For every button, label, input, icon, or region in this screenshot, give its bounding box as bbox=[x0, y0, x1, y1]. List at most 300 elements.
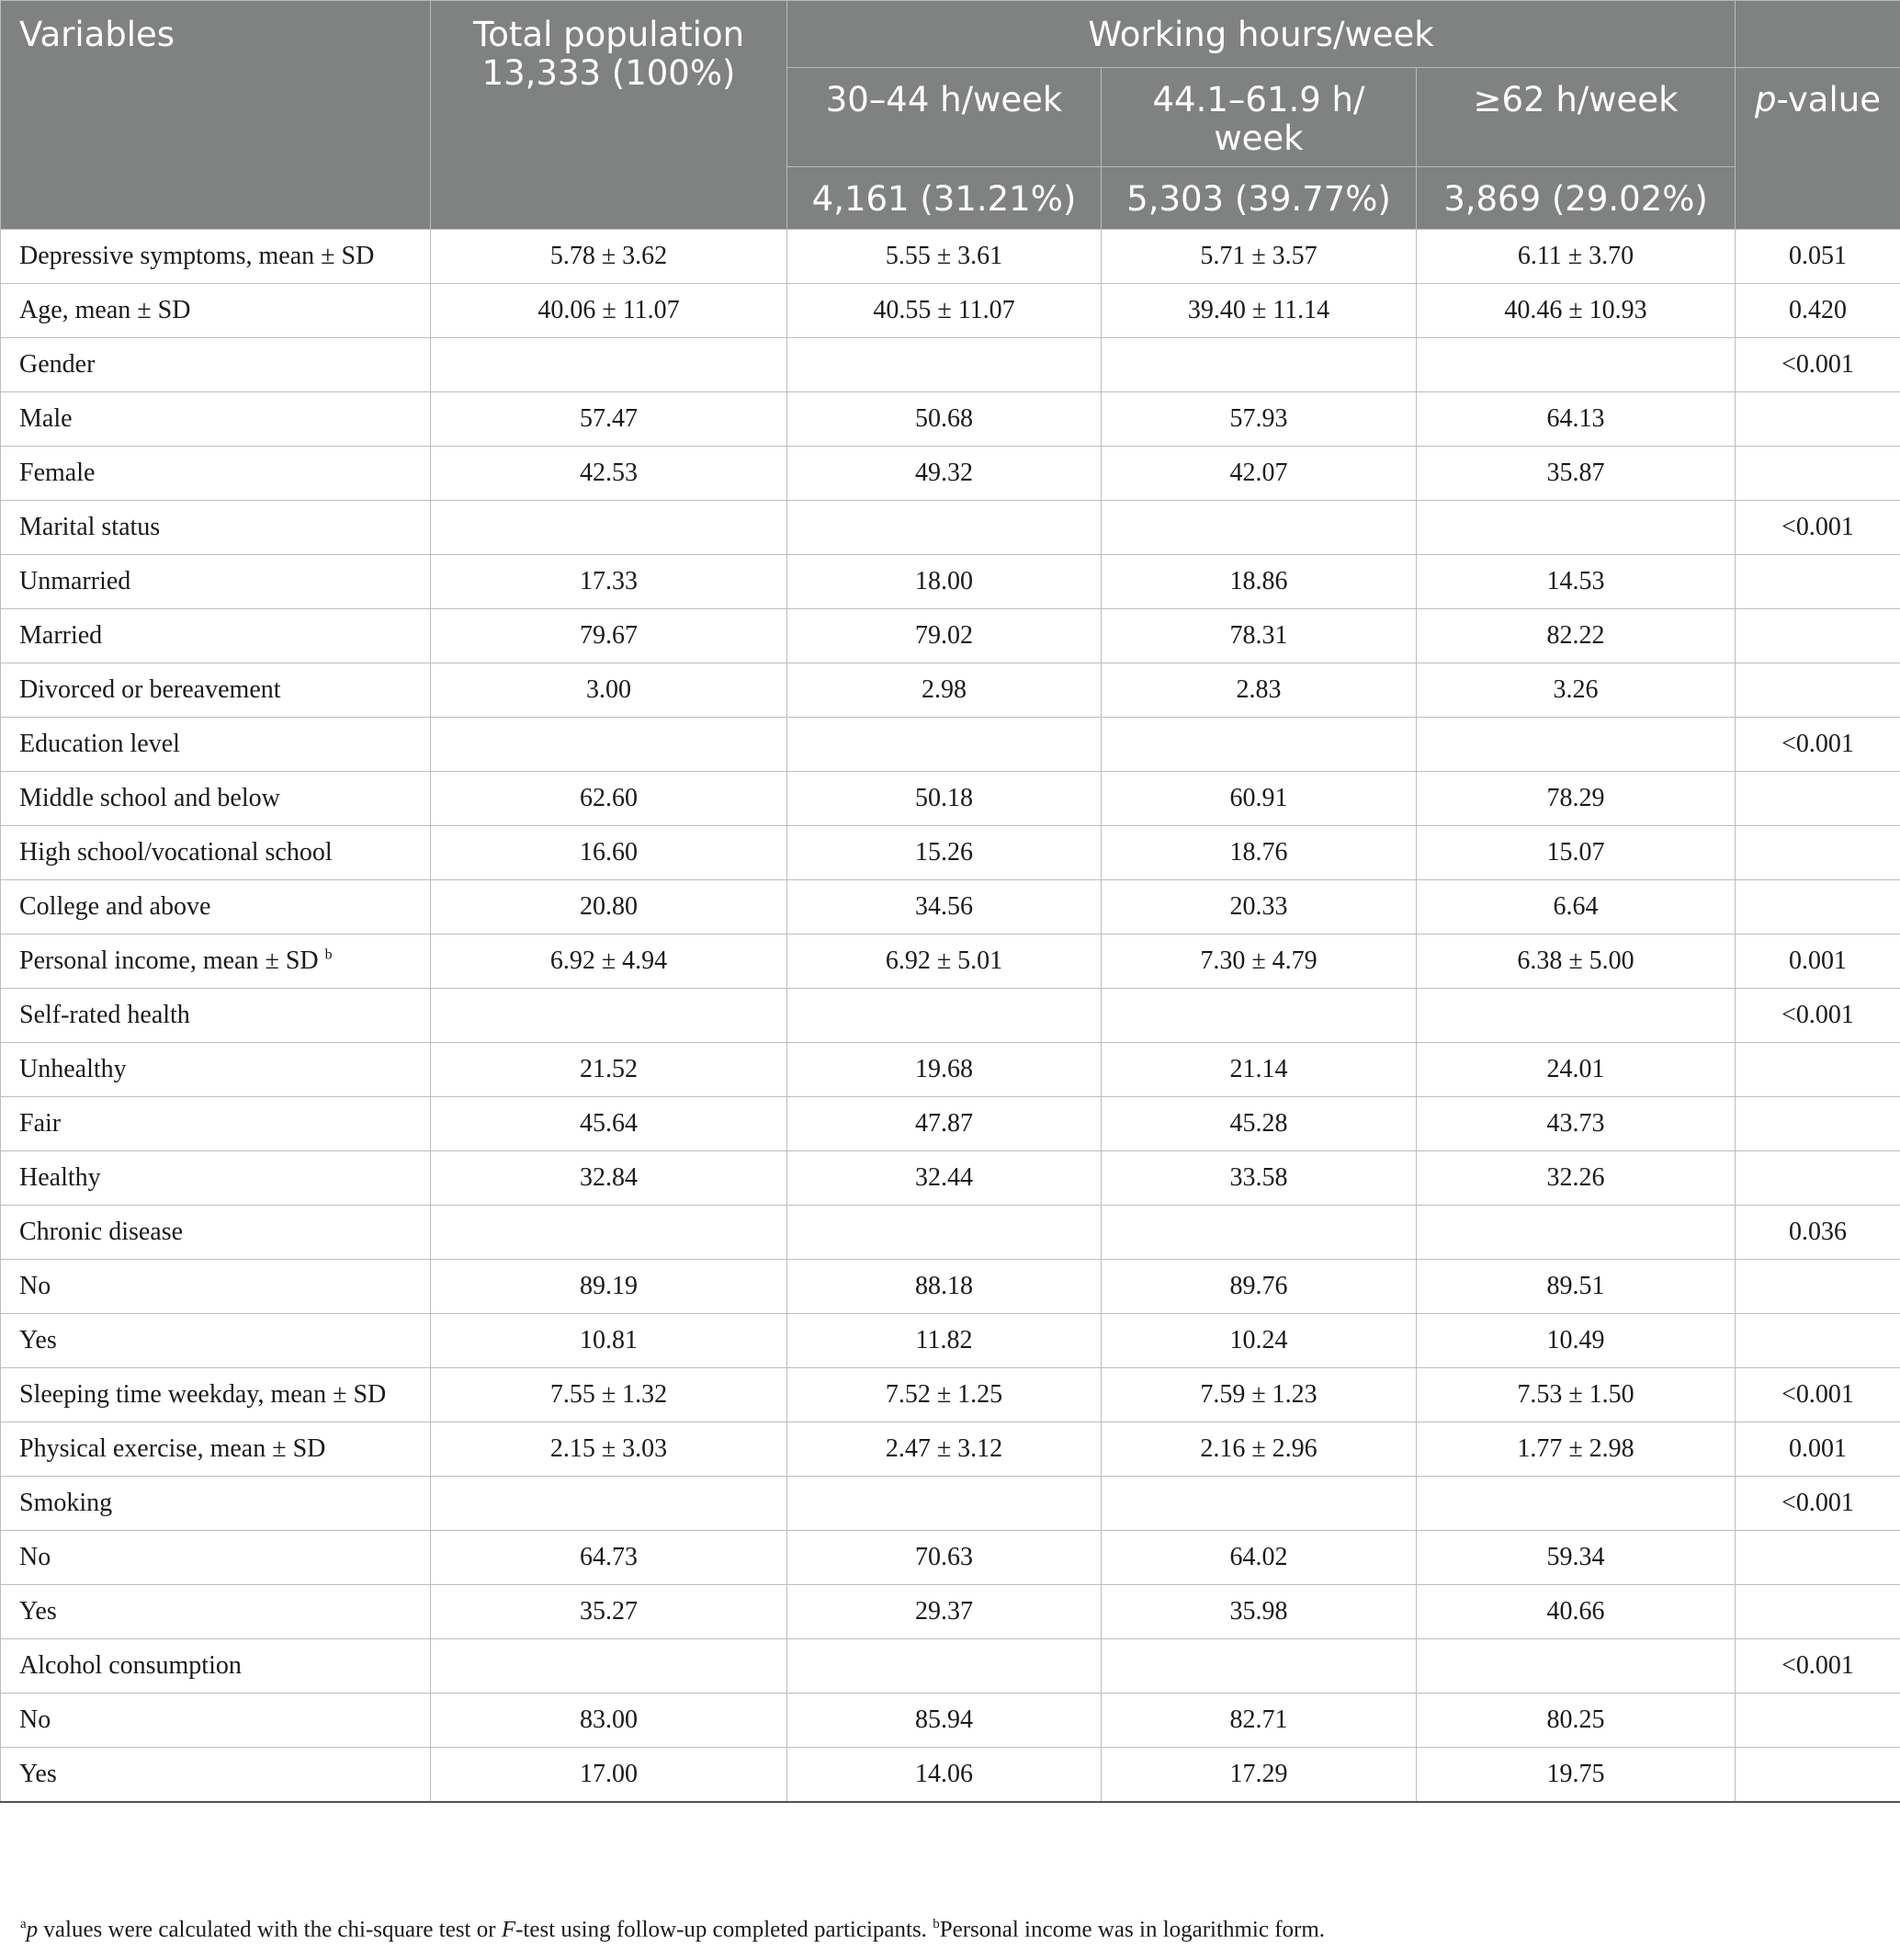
cell-g1-text: 49.32 bbox=[915, 459, 973, 487]
cell-g2-text: 35.98 bbox=[1229, 1597, 1288, 1626]
cell-var-text: Education level bbox=[19, 730, 180, 758]
cell-var bbox=[1, 1422, 431, 1477]
cell-var-text: Yes bbox=[19, 1326, 57, 1354]
cell-g2-text: 2.16 ± 2.96 bbox=[1200, 1434, 1318, 1463]
cell-total bbox=[431, 1043, 787, 1097]
table-row bbox=[1, 1477, 1900, 1531]
cell-var bbox=[1, 392, 431, 447]
cell-var bbox=[1, 1314, 431, 1368]
cell-g3 bbox=[1417, 1206, 1736, 1260]
cell-g1 bbox=[787, 1748, 1102, 1802]
cell-g2 bbox=[1102, 1748, 1417, 1802]
cell-g2 bbox=[1102, 1531, 1417, 1585]
cell-g3 bbox=[1417, 1260, 1736, 1314]
cell-var-text: Middle school and below bbox=[19, 784, 280, 812]
cell-g3 bbox=[1417, 1639, 1736, 1694]
cell-total-text: 3.00 bbox=[586, 675, 631, 704]
cell-p-text: <0.001 bbox=[1781, 1651, 1854, 1680]
cell-g3-text: 89.51 bbox=[1546, 1272, 1605, 1300]
cell-g3-text: 7.53 ± 1.50 bbox=[1517, 1380, 1634, 1409]
cell-var bbox=[1, 935, 431, 989]
cell-p bbox=[1736, 1531, 1900, 1585]
table-row bbox=[1, 718, 1900, 772]
cell-p-text: <0.001 bbox=[1781, 1001, 1854, 1029]
cell-g1 bbox=[787, 826, 1102, 880]
cell-g2-text: 18.76 bbox=[1229, 838, 1288, 867]
cell-g3-text: 6.11 ± 3.70 bbox=[1517, 242, 1634, 270]
cell-g2 bbox=[1102, 447, 1417, 501]
cell-g2 bbox=[1102, 880, 1417, 935]
cell-total-text: 17.33 bbox=[580, 567, 638, 595]
cell-g1 bbox=[787, 663, 1102, 718]
cell-g1 bbox=[787, 772, 1102, 826]
cell-g1 bbox=[787, 1368, 1102, 1422]
header-variables: Variables bbox=[1, 1, 431, 230]
cell-p bbox=[1736, 1368, 1900, 1422]
cell-p-text: <0.001 bbox=[1781, 1489, 1854, 1517]
cell-var-text: Personal income, mean ± SD bbox=[19, 946, 319, 975]
cell-total bbox=[431, 555, 787, 609]
pvalue-rest: -value bbox=[1776, 80, 1881, 119]
cell-g1 bbox=[787, 501, 1102, 555]
cell-total bbox=[431, 826, 787, 880]
header-group1-label: 30–44 h/week bbox=[787, 68, 1102, 167]
cell-g3 bbox=[1417, 772, 1736, 826]
cell-g3 bbox=[1417, 1151, 1736, 1206]
footnote-text3: Personal income was in logarithmic form. bbox=[939, 1917, 1326, 1943]
cell-var-text: Self-rated health bbox=[19, 1001, 190, 1029]
cell-var bbox=[1, 1694, 431, 1748]
cell-p bbox=[1736, 935, 1900, 989]
cell-g2-text: 21.14 bbox=[1229, 1055, 1288, 1083]
cell-p bbox=[1736, 1151, 1900, 1206]
cell-g1-text: 6.92 ± 5.01 bbox=[885, 946, 1003, 975]
cell-var-text: Marital status bbox=[19, 513, 161, 541]
cell-g1 bbox=[787, 1043, 1102, 1097]
cell-total-text: 21.52 bbox=[580, 1055, 638, 1083]
table-row bbox=[1, 772, 1900, 826]
cell-var bbox=[1, 284, 431, 338]
cell-p-text: <0.001 bbox=[1781, 350, 1854, 379]
cell-total bbox=[431, 1531, 787, 1585]
cell-p bbox=[1736, 1206, 1900, 1260]
footnote-sup-b: b bbox=[933, 1917, 940, 1932]
cell-g2 bbox=[1102, 501, 1417, 555]
cell-g1 bbox=[787, 392, 1102, 447]
cell-var bbox=[1, 989, 431, 1043]
cell-var-text: High school/vocational school bbox=[19, 838, 333, 867]
cell-g1 bbox=[787, 338, 1102, 392]
cell-var bbox=[1, 1639, 431, 1694]
cell-p bbox=[1736, 826, 1900, 880]
cell-total bbox=[431, 663, 787, 718]
cell-var bbox=[1, 338, 431, 392]
cell-g2-text: 5.71 ± 3.57 bbox=[1200, 242, 1318, 270]
cell-g2 bbox=[1102, 1422, 1417, 1477]
cell-g1-text: 18.00 bbox=[915, 567, 973, 595]
cell-var-text: Gender bbox=[19, 350, 96, 379]
cell-var-text: No bbox=[19, 1272, 51, 1300]
cell-g2 bbox=[1102, 1151, 1417, 1206]
cell-g3-text: 14.53 bbox=[1546, 567, 1605, 595]
cell-g2 bbox=[1102, 1097, 1417, 1151]
header-group1-n: 4,161 (31.21%) bbox=[787, 167, 1102, 230]
cell-total-text: 6.92 ± 4.94 bbox=[549, 946, 668, 975]
table-row bbox=[1, 1639, 1900, 1694]
cell-g2 bbox=[1102, 1260, 1417, 1314]
cell-total bbox=[431, 1097, 787, 1151]
cell-p bbox=[1736, 501, 1900, 555]
cell-g2 bbox=[1102, 989, 1417, 1043]
cell-g2-text: 60.91 bbox=[1229, 784, 1288, 812]
cell-g3 bbox=[1417, 230, 1736, 284]
cell-g3 bbox=[1417, 1422, 1736, 1477]
cell-g1 bbox=[787, 1097, 1102, 1151]
footnote-text1: values were calculated with the chi-square test or bbox=[38, 1917, 502, 1943]
header-total-line2: 13,333 (100%) bbox=[481, 53, 736, 93]
table-row bbox=[1, 284, 1900, 338]
cell-g2-text: 7.59 ± 1.23 bbox=[1200, 1380, 1318, 1409]
cell-g2-text: 20.33 bbox=[1229, 892, 1288, 921]
cell-g1-text: 50.68 bbox=[915, 404, 973, 433]
cell-g1-text: 29.37 bbox=[915, 1597, 973, 1626]
cell-var bbox=[1, 718, 431, 772]
cell-g2 bbox=[1102, 284, 1417, 338]
cell-g2-text: 2.83 bbox=[1236, 675, 1282, 704]
cell-p-text: 0.036 bbox=[1789, 1218, 1848, 1246]
cell-g3 bbox=[1417, 1368, 1736, 1422]
cell-var bbox=[1, 826, 431, 880]
cell-g1 bbox=[787, 1260, 1102, 1314]
cell-p bbox=[1736, 1639, 1900, 1694]
cell-g2-text: 10.24 bbox=[1229, 1326, 1288, 1354]
cell-var bbox=[1, 555, 431, 609]
cell-g3 bbox=[1417, 447, 1736, 501]
cell-p-text: 0.420 bbox=[1789, 296, 1848, 324]
cell-g1 bbox=[787, 880, 1102, 935]
cell-g2 bbox=[1102, 772, 1417, 826]
cell-g1-text: 70.63 bbox=[915, 1543, 973, 1571]
footnote-sup-a: a bbox=[20, 1917, 27, 1932]
cell-g3-text: 35.87 bbox=[1546, 459, 1605, 487]
table-row bbox=[1, 826, 1900, 880]
cell-g2-text: 42.07 bbox=[1229, 459, 1288, 487]
cell-g3-text: 6.38 ± 5.00 bbox=[1517, 946, 1634, 975]
cell-g3-text: 10.49 bbox=[1546, 1326, 1605, 1354]
cell-g1 bbox=[787, 1694, 1102, 1748]
footnote-p: p bbox=[26, 1917, 39, 1943]
cell-g1 bbox=[787, 935, 1102, 989]
cell-g3-text: 24.01 bbox=[1546, 1055, 1605, 1083]
cell-var-text: No bbox=[19, 1543, 51, 1571]
cell-total bbox=[431, 989, 787, 1043]
cell-var-text: College and above bbox=[19, 892, 211, 921]
cell-total-text: 45.64 bbox=[580, 1109, 638, 1138]
cell-total bbox=[431, 880, 787, 935]
cell-total-text: 42.53 bbox=[580, 459, 638, 487]
cell-var-text: Healthy bbox=[19, 1163, 101, 1192]
cell-g1 bbox=[787, 1639, 1102, 1694]
cell-var-text: Unmarried bbox=[19, 567, 131, 595]
cell-p-text: <0.001 bbox=[1781, 1380, 1854, 1409]
cell-g3 bbox=[1417, 392, 1736, 447]
table-footnote bbox=[20, 1917, 1885, 1943]
cell-g2-text: 64.02 bbox=[1229, 1543, 1288, 1571]
cell-p bbox=[1736, 392, 1900, 447]
table-row bbox=[1, 1097, 1900, 1151]
cell-var bbox=[1, 1097, 431, 1151]
cell-g3 bbox=[1417, 1748, 1736, 1802]
table-row bbox=[1, 609, 1900, 663]
header-group3-n: 3,869 (29.02%) bbox=[1417, 167, 1736, 230]
cell-g3 bbox=[1417, 1585, 1736, 1639]
cell-var-text: Chronic disease bbox=[19, 1218, 184, 1246]
cell-total bbox=[431, 1639, 787, 1694]
table-row bbox=[1, 1748, 1900, 1802]
cell-total bbox=[431, 1206, 787, 1260]
cell-total bbox=[431, 1422, 787, 1477]
cell-g3 bbox=[1417, 609, 1736, 663]
table-row bbox=[1, 1585, 1900, 1639]
cell-g2-text: 39.40 ± 11.14 bbox=[1187, 296, 1330, 324]
cell-p bbox=[1736, 338, 1900, 392]
cell-total bbox=[431, 609, 787, 663]
cell-g1 bbox=[787, 1477, 1102, 1531]
table-row bbox=[1, 338, 1900, 392]
header-total-line1: Total population bbox=[472, 15, 745, 54]
table-header bbox=[1, 1, 1900, 230]
cell-var bbox=[1, 1151, 431, 1206]
cell-total-text: 17.00 bbox=[580, 1759, 638, 1788]
cell-g1-text: 2.47 ± 3.12 bbox=[885, 1434, 1003, 1463]
cell-total bbox=[431, 1314, 787, 1368]
cell-var bbox=[1, 447, 431, 501]
cell-var-text: Yes bbox=[19, 1759, 57, 1788]
table-row bbox=[1, 392, 1900, 447]
cell-g3-text: 40.66 bbox=[1546, 1597, 1605, 1626]
cell-total bbox=[431, 1748, 787, 1802]
header-group3-label: ≥62 h/week bbox=[1417, 68, 1736, 167]
cell-g2 bbox=[1102, 826, 1417, 880]
cell-var bbox=[1, 1531, 431, 1585]
cell-g1-text: 15.26 bbox=[915, 838, 973, 867]
cell-var-text: Sleeping time weekday, mean ± SD bbox=[19, 1380, 387, 1409]
cell-g3 bbox=[1417, 555, 1736, 609]
cell-g1-text: 40.55 ± 11.07 bbox=[873, 296, 1015, 324]
cell-g2 bbox=[1102, 609, 1417, 663]
cell-var bbox=[1, 501, 431, 555]
cell-var bbox=[1, 1585, 431, 1639]
table-row bbox=[1, 501, 1900, 555]
cell-g1-text: 32.44 bbox=[915, 1163, 973, 1192]
cell-g3-text: 1.77 ± 2.98 bbox=[1517, 1434, 1634, 1463]
cell-g2 bbox=[1102, 1477, 1417, 1531]
cell-g1 bbox=[787, 1151, 1102, 1206]
cell-var bbox=[1, 663, 431, 718]
cell-g2-text: 7.30 ± 4.79 bbox=[1200, 946, 1318, 975]
cell-g2-text: 17.29 bbox=[1229, 1759, 1288, 1788]
cell-p-text: 0.001 bbox=[1789, 1434, 1848, 1463]
cell-var-text: Physical exercise, mean ± SD bbox=[19, 1434, 326, 1463]
cell-var-text: Smoking bbox=[19, 1489, 113, 1517]
cell-g3-text: 19.75 bbox=[1546, 1759, 1605, 1788]
cell-total-text: 62.60 bbox=[580, 784, 638, 812]
cell-p bbox=[1736, 609, 1900, 663]
table-row bbox=[1, 1422, 1900, 1477]
footnote-f: F bbox=[501, 1917, 516, 1943]
cell-p bbox=[1736, 555, 1900, 609]
cell-var bbox=[1, 772, 431, 826]
cell-var-text: Divorced or bereavement bbox=[19, 675, 281, 704]
cell-total-text: 40.06 ± 11.07 bbox=[537, 296, 680, 324]
cell-var-text: Married bbox=[19, 621, 103, 650]
cell-var-text: Female bbox=[19, 459, 96, 487]
cell-p bbox=[1736, 1477, 1900, 1531]
cell-g2 bbox=[1102, 1368, 1417, 1422]
cell-g2 bbox=[1102, 718, 1417, 772]
cell-var-text: Depressive symptoms, mean ± SD bbox=[19, 242, 375, 270]
cell-var bbox=[1, 880, 431, 935]
cell-total-text: 7.55 ± 1.32 bbox=[549, 1380, 668, 1409]
table-row bbox=[1, 663, 1900, 718]
cell-g1 bbox=[787, 718, 1102, 772]
cell-p bbox=[1736, 1694, 1900, 1748]
cell-g3 bbox=[1417, 501, 1736, 555]
cell-var-text: Yes bbox=[19, 1597, 57, 1626]
cell-var bbox=[1, 1368, 431, 1422]
cell-total-text: 89.19 bbox=[580, 1272, 638, 1300]
cell-g3 bbox=[1417, 989, 1736, 1043]
cell-total-text: 5.78 ± 3.62 bbox=[549, 242, 668, 270]
cell-p bbox=[1736, 1043, 1900, 1097]
header-pvalue bbox=[1736, 68, 1900, 230]
cell-var-text: Unhealthy bbox=[19, 1055, 127, 1083]
cell-g3-text: 59.34 bbox=[1546, 1543, 1605, 1571]
table-row bbox=[1, 1206, 1900, 1260]
cell-total bbox=[431, 338, 787, 392]
cell-g3 bbox=[1417, 1694, 1736, 1748]
table-row bbox=[1, 880, 1900, 935]
cell-total bbox=[431, 718, 787, 772]
cell-g1-text: 88.18 bbox=[915, 1272, 973, 1300]
cell-total-text: 83.00 bbox=[580, 1705, 638, 1734]
cell-g1 bbox=[787, 609, 1102, 663]
cell-g3-text: 43.73 bbox=[1546, 1109, 1605, 1138]
cell-g1 bbox=[787, 1422, 1102, 1477]
cell-p bbox=[1736, 1097, 1900, 1151]
table-row bbox=[1, 1368, 1900, 1422]
cell-g3-text: 40.46 ± 10.93 bbox=[1504, 296, 1647, 324]
cell-g3 bbox=[1417, 284, 1736, 338]
cell-var bbox=[1, 609, 431, 663]
cell-total bbox=[431, 1260, 787, 1314]
cell-g3-text: 15.07 bbox=[1546, 838, 1605, 867]
cell-g1 bbox=[787, 447, 1102, 501]
cell-var bbox=[1, 1748, 431, 1802]
cell-g3 bbox=[1417, 718, 1736, 772]
cell-g3 bbox=[1417, 826, 1736, 880]
cell-g2 bbox=[1102, 935, 1417, 989]
cell-var bbox=[1, 1477, 431, 1531]
table-row bbox=[1, 447, 1900, 501]
cell-var bbox=[1, 230, 431, 284]
cell-g1 bbox=[787, 989, 1102, 1043]
cell-var-text: Male bbox=[19, 404, 73, 433]
cell-p bbox=[1736, 447, 1900, 501]
cell-g2-text: 45.28 bbox=[1229, 1109, 1288, 1138]
cell-total bbox=[431, 935, 787, 989]
cell-g1-text: 14.06 bbox=[915, 1759, 973, 1788]
cell-total-text: 2.15 ± 3.03 bbox=[549, 1434, 668, 1463]
header-empty-top bbox=[1736, 1, 1900, 68]
cell-g1 bbox=[787, 1314, 1102, 1368]
cell-p bbox=[1736, 1314, 1900, 1368]
cell-p bbox=[1736, 880, 1900, 935]
cell-total-text: 10.81 bbox=[580, 1326, 638, 1354]
cell-g2-text: 82.71 bbox=[1229, 1705, 1288, 1734]
cell-g3-text: 6.64 bbox=[1553, 892, 1599, 921]
cell-g1 bbox=[787, 1585, 1102, 1639]
cell-p-text: 0.051 bbox=[1789, 242, 1848, 270]
cell-g1 bbox=[787, 230, 1102, 284]
cell-var-text: Alcohol consumption bbox=[19, 1651, 242, 1680]
cell-var-text: Age, mean ± SD bbox=[19, 296, 191, 324]
cell-total-text: 64.73 bbox=[580, 1543, 638, 1571]
cell-g3 bbox=[1417, 1531, 1736, 1585]
cell-g1 bbox=[787, 284, 1102, 338]
table-row bbox=[1, 1694, 1900, 1748]
cell-g1-text: 47.87 bbox=[915, 1109, 973, 1138]
table-body bbox=[1, 230, 1900, 1802]
cell-p bbox=[1736, 718, 1900, 772]
cell-var bbox=[1, 1260, 431, 1314]
cell-total-text: 20.80 bbox=[580, 892, 638, 921]
cell-total-text: 32.84 bbox=[580, 1163, 638, 1192]
cell-total bbox=[431, 447, 787, 501]
table-row bbox=[1, 1531, 1900, 1585]
table-row bbox=[1, 1151, 1900, 1206]
cell-total bbox=[431, 392, 787, 447]
cell-total-text: 57.47 bbox=[580, 404, 638, 433]
cell-g2 bbox=[1102, 338, 1417, 392]
cell-g2-text: 18.86 bbox=[1229, 567, 1288, 595]
cell-p bbox=[1736, 663, 1900, 718]
cell-p bbox=[1736, 1422, 1900, 1477]
cell-g3 bbox=[1417, 935, 1736, 989]
cell-g1-text: 34.56 bbox=[915, 892, 973, 921]
cell-g3 bbox=[1417, 338, 1736, 392]
cell-p bbox=[1736, 772, 1900, 826]
cell-g1-text: 2.98 bbox=[922, 675, 967, 704]
cell-g2 bbox=[1102, 555, 1417, 609]
cell-g3 bbox=[1417, 1097, 1736, 1151]
cell-g2 bbox=[1102, 663, 1417, 718]
cell-p bbox=[1736, 1748, 1900, 1802]
cell-g1 bbox=[787, 555, 1102, 609]
header-group2-n: 5,303 (39.77%) bbox=[1102, 167, 1417, 230]
table-row bbox=[1, 1043, 1900, 1097]
cell-total bbox=[431, 772, 787, 826]
cell-g2 bbox=[1102, 1585, 1417, 1639]
footnote-text2: -test using follow-up completed participants. bbox=[515, 1917, 933, 1943]
table-row bbox=[1, 989, 1900, 1043]
table-row bbox=[1, 230, 1900, 284]
cell-total bbox=[431, 1477, 787, 1531]
cell-g3-text: 80.25 bbox=[1546, 1705, 1605, 1734]
cell-var-text: No bbox=[19, 1705, 51, 1734]
cell-p bbox=[1736, 1260, 1900, 1314]
cell-var bbox=[1, 1206, 431, 1260]
